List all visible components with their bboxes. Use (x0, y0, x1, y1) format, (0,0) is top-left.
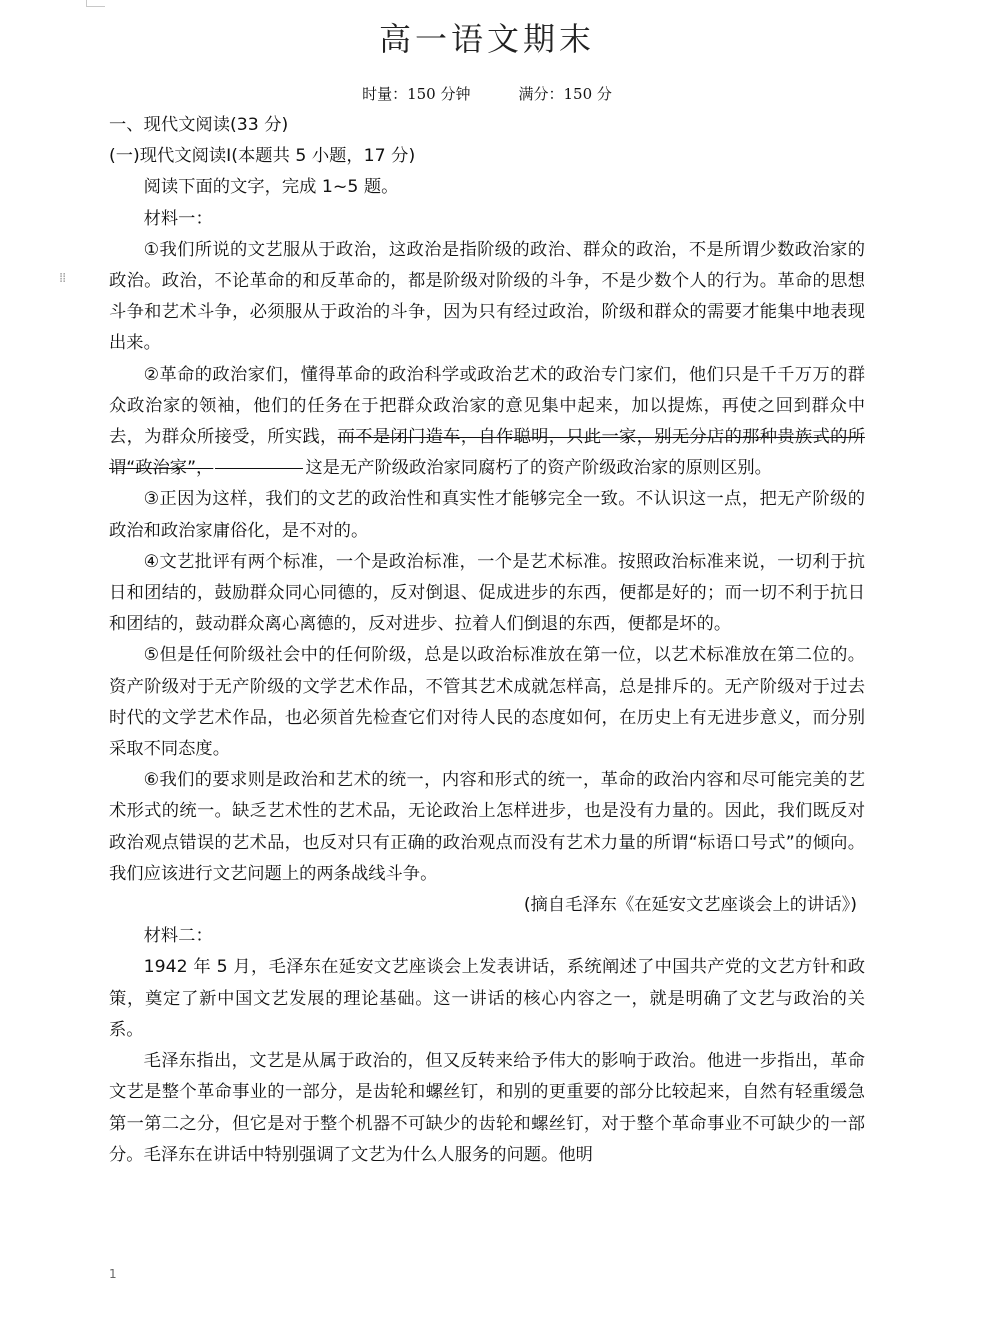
exam-time: 时量：150 分钟 (362, 85, 471, 103)
material1-paragraph-3: ③正因为这样，我们的文艺的政治性和真实性才能够完全一致。不认识这一点，把无产阶级的政治和政治家庸俗化，是不对的。 (109, 489, 865, 541)
material1-label: 材料一： (143, 208, 213, 229)
page-number: 1 (109, 1267, 117, 1281)
page-corner-mark (86, 0, 105, 7)
dash-line (215, 468, 303, 469)
drag-handle-icon[interactable]: ⁞⁞ (59, 271, 66, 286)
exam-score: 满分：150 分 (518, 85, 612, 103)
exam-meta (109, 83, 865, 104)
exam-title: 高一语文期末 (378, 20, 595, 58)
material1-source: (摘自毛泽东《在延安文艺座谈会上的讲话》) (523, 895, 857, 916)
instruction: 阅读下面的文字，完成 1~5 题。 (143, 177, 399, 198)
material2-label: 材料二： (143, 926, 213, 947)
material1-paragraph-1: ①我们所说的文艺服从于政治，这政治是指阶级的政治、群众的政治，不是所谓少数政治家的政治。政治，不论革命的和反革命的，都是阶级对阶级的斗争，不是少数个人的行为。革命的思想斗争和艺术斗争，必须服从于政治的斗争，因为只有经过政治，阶级和群众的需要才能集中地表现出来。 (109, 239, 865, 354)
material1-paragraph-6: ⑥我们的要求则是政治和艺术的统一，内容和形式的统一，革命的政治内容和尽可能完美的艺术形式的统一。缺乏艺术性的艺术品，无论政治上怎样进步，也是没有力量的。因此，我们既反对政治观点错误的艺术品，也反对只有正确的政治观点而没有艺术力量的所谓“标语口号式”的倾向。我们应该进行文艺问题上的两条战线斗争。 (109, 770, 865, 884)
material1-paragraph-2 (109, 360, 865, 485)
struck-text: 而不是闭门造车，自作聪明，只此一家，别无分店的那种贵族式的所谓“政治家”， (109, 427, 865, 479)
paragraph-2-text: ②革命的政治家们，懂得革命的政治科学或政治艺术的政治专门家们，他们只是千千万万的群众政治家的领袖，他们的任务在于把群众政治家的意见集中起来，加以提炼，再使之回到群众中去，为群众所接受，所实践， (109, 364, 865, 448)
material1-paragraph-5: ⑤但是任何阶级社会中的任何阶级，总是以政治标准放在第一位，以艺术标准放在第二位的。资产阶级对于无产阶级的文学艺术作品，不管其艺术成就怎样高，总是排斥的。无产阶级对于过去时代的文学艺术作品，也必须首先检查它们对待人民的态度如何，在历史上有无进步意义，而分别采取不同态度。 (109, 645, 865, 760)
material2-paragraph-1: 1942 年 5 月，毛泽东在延安文艺座谈会上发表讲话，系统阐述了中国共产党的文艺方针和政策，奠定了新中国文艺发展的理论基础。这一讲话的核心内容之一，就是明确了文艺与政治的关系。 (109, 957, 865, 1040)
section-heading: 一、现代文阅读(33 分) (109, 115, 289, 135)
material2-paragraph-2: 毛泽东指出，文艺是从属于政治的，但又反转来给予伟大的影响于政治。他进一步指出，革命文艺是整个革命事业的一部分，是齿轮和螺丝钉，和别的更重要的部分比较起来，自然有轻重缓急第一第二之分，但它是对于整个机器不可缺少的齿轮和螺丝钉，对于整个革命事业不可缺少的一部分。毛泽东在讲话中特别强调了文艺为什么人服务的问题。他明 (109, 1051, 865, 1165)
document-body (109, 110, 865, 1171)
section-subheading: (一)现代文阅读Ⅰ(本题共 5 小题，17 分) (109, 146, 416, 167)
paragraph-2-text-end: 这是无产阶级政治家同腐朽了的资产阶级政治家的原则区别。 (305, 458, 772, 479)
material1-paragraph-4: ④文艺批评有两个标准，一个是政治标准，一个是艺术标准。按照政治标准来说，一切利于抗日和团结的，鼓励群众同心同德的，反对倒退、促成进步的东西，便都是好的；而一切不利于抗日和团结的，鼓动群众离心离德的，反对进步、拉着人们倒退的东西，便都是坏的。 (109, 551, 865, 635)
